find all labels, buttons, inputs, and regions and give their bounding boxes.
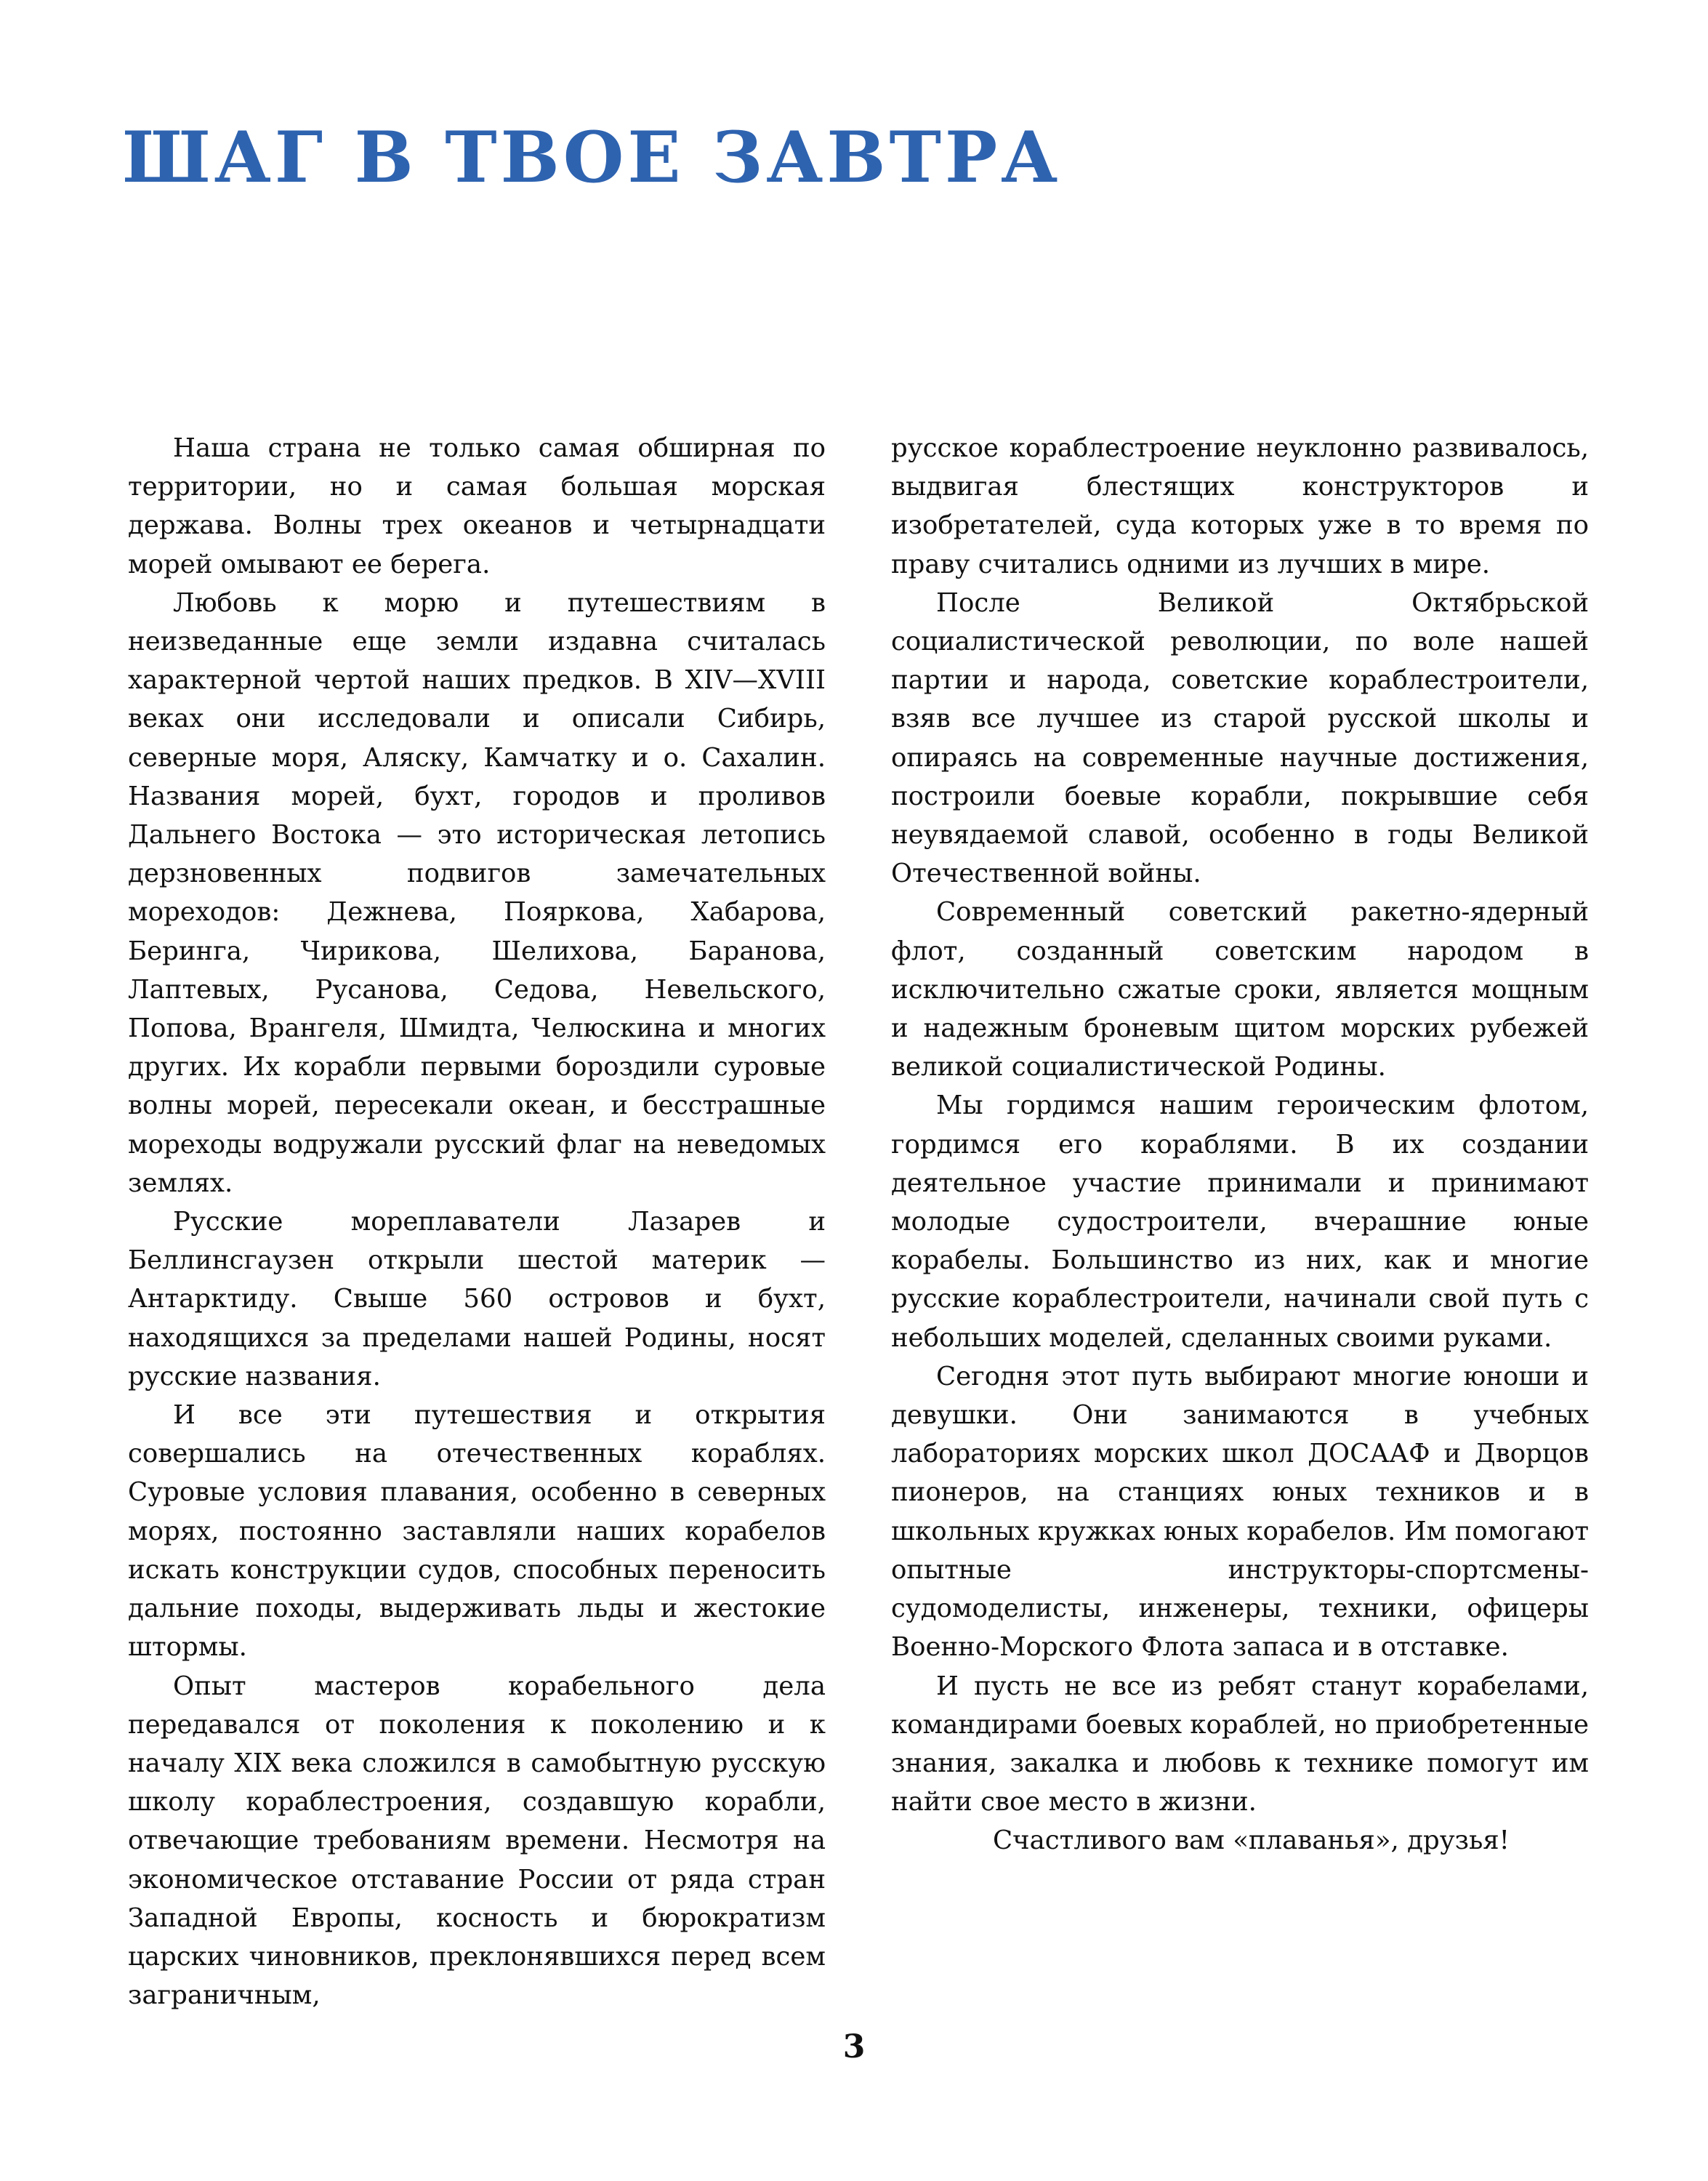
paragraph: После Великой Октябрьской социалистической революции, по воле нашей партии и народа, советские кораблестроители, взяв все лучшее из старой русской школы и опираясь на современные научные достижения, построили боевые корабли, покрывшие себя неувядаемой славой, особенно в годы Великой Отечественной войны. bbox=[891, 587, 1589, 889]
paragraph: И все эти путешествия и открытия совершались на отечественных кораблях. Суровые условия плавания, особенно в северных морях, постоянно заставляли наших корабелов искать конструкции судов, способных переносить дальние походы, выдерживать льды и жестокие штормы. bbox=[128, 1400, 826, 1663]
paragraph-continuation: русское кораблестроение неуклонно развивалось, выдвигая блестящих конструкторов и изобретателей, суда которых уже в то время по праву считались одними из лучших в мире. bbox=[891, 433, 1589, 579]
paragraph: Сегодня этот путь выбирают многие юноши и девушки. Они занимаются в учебных лабораториях морских школ ДОСААФ и Дворцов пионеров, на станциях юных техников и в школьных кружках юных корабелов. Им помогают опытные инструкторы-спортсмены-судомоделисты, инженеры, техники, офицеры Военно-Морского Флота запаса и в отставке. bbox=[891, 1361, 1589, 1663]
paragraph: Русские мореплаватели Лазарев и Беллинсгаузен открыли шестой материк — Антарктиду. Свыше 560 островов и бухт, находящихся за пределами нашей Родины, носят русские названия. bbox=[128, 1207, 826, 1391]
closing-line: Счастливого вам «плаванья», друзья! bbox=[993, 1825, 1510, 1856]
paragraph: Мы гордимся нашим героическим флотом, гордимся его кораблями. В их создании деятельное участие принимали и принимают молодые судостроители, вчерашние юные корабелы. Большинство из них, как и многие русские кораблестроители, начинали свой путь с небольших моделей, сделанных своими руками. bbox=[891, 1090, 1589, 1353]
right-column bbox=[891, 429, 1589, 1860]
left-column bbox=[128, 429, 826, 2015]
paragraph: Любовь к морю и путешествиям в неизведанные еще земли издавна считалась характерной чертой наших предков. В XIV—XVIII веках они исследовали и описали Сибирь, северные моря, Аляску, Камчатку и о. Сахалин. Названия морей, бухт, городов и проливов Дальнего Востока — это историческая летопись дерзновенных подвигов замечательных мореходов: Дежнева, Пояркова, Хабарова, Беринга, Чирикова, Шелихова, Баранова, Лаптевых, Русанова, Седова, Невельского, Попова, Врангеля, Шмидта, Челюскина и многих других. Их корабли первыми бороздили суровые волны морей, пересекали океан, и бесстрашные мореходы водружали русский флаг на неведомых землях. bbox=[128, 587, 826, 1198]
paragraph: И пусть не все из ребят станут корабелами, командирами боевых кораблей, но приобретенные знания, закалка и любовь к технике помогут им найти свое место в жизни. bbox=[891, 1671, 1589, 1818]
page-title: ШАГ В ТВОЕ ЗАВТРА bbox=[122, 116, 1062, 198]
paragraph: Современный советский ракетно-ядерный флот, созданный советским народом в исключительно сжатые сроки, является мощным и надежным броневым щитом морских рубежей великой социалистической Родины. bbox=[891, 897, 1589, 1083]
paragraph: Опыт мастеров корабельного дела передавался от поколения к поколению и к началу XIX века сложился в самобытную русскую школу кораблестроения, создавшую корабли, отвечающие требованиям времени. Несмотря на экономическое отставание России от ряда стран Западной Европы, косность и бюрократизм царских чиновников, преклонявшихся перед всем заграничным, bbox=[128, 1671, 826, 2011]
page-number: 3 bbox=[842, 2028, 866, 2065]
paragraph: Наша страна не только самая обширная по территории, но и самая большая морская держава. Волны трех океанов и четырнадцати морей омывают ее берега. bbox=[128, 433, 826, 579]
